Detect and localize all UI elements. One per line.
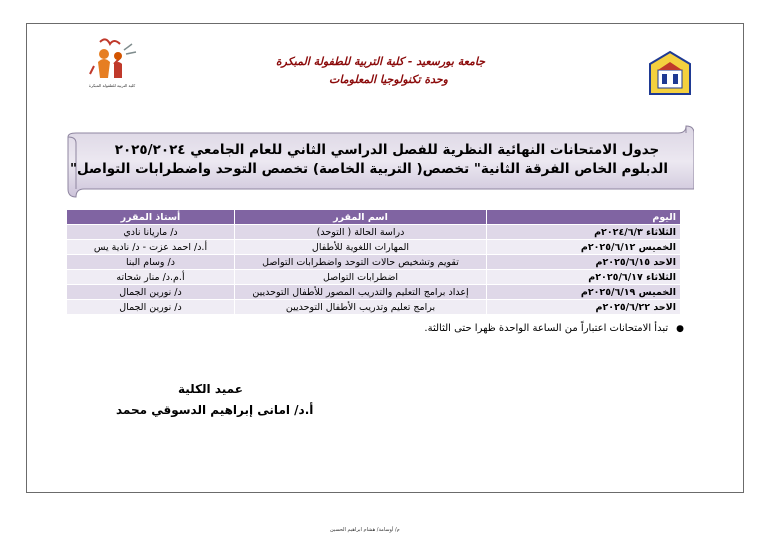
row-professor: د/ ماريانا نادي [67, 225, 235, 240]
faculty-logo [80, 34, 144, 90]
row-day: الثلاثاء ٢٠٢٥/٦/١٧م [487, 270, 681, 285]
row-course: برامج تعليم وتدريب الأطفال التوحديين [235, 300, 487, 315]
university-seal [648, 50, 692, 98]
dean-title: عميد الكلية [178, 382, 243, 396]
logo-caption: كلية التربية للطفولة المبكرة [88, 83, 136, 88]
row-professor: أ.د/ احمد عزت - د/ نادية يس [67, 240, 235, 255]
row-professor: د/ نورين الجمال [67, 285, 235, 300]
unit-line: وحدة تكنولوجيا المعلومات [329, 73, 448, 86]
exam-time-note [424, 323, 684, 334]
title-banner [66, 123, 694, 200]
table-row [67, 255, 681, 270]
table-row [67, 270, 681, 285]
row-course: إعداد برامج التعليم والتدريب المصور للأطفال التوحديين [235, 285, 487, 300]
row-day: الثلاثاء ٢٠٢٤/٦/٣م [487, 225, 681, 240]
row-course: المهارات اللغوية للأطفال [235, 240, 487, 255]
row-course: دراسة الحالة ( التوحد) [235, 225, 487, 240]
dean-name: أ.د/ امانى إبراهيم الدسوقي محمد [116, 403, 314, 417]
row-professor: د/ وسام البنا [67, 255, 235, 270]
banner-line-1: جدول الامتحانات النهائية النظرية للفصل الدراسي الثاني للعام الجامعي ٢٠٢٥/٢٠٢٤ [114, 142, 660, 158]
banner-line-2: الدبلوم الخاص الفرقة الثانية" تخصص( التربية الخاصة) تخصص التوحد واضطرابات التواصل" [69, 161, 668, 177]
row-professor: أ.م.د/ منار شحاته [67, 270, 235, 285]
row-day: الاحد ٢٠٢٥/٦/١٥م [487, 255, 681, 270]
header-course: اسم المقرر [235, 210, 487, 225]
table-row [67, 300, 681, 315]
table-row [67, 225, 681, 240]
exam-schedule-table [66, 209, 681, 315]
header-professor: أستاذ المقرر [67, 210, 235, 225]
table-row [67, 285, 681, 300]
note-text: تبدأ الامتحانات اعتباراً من الساعة الواحدة ظهرا حتى الثالثة. [424, 323, 669, 334]
header-day: اليوم [487, 210, 681, 225]
row-professor: د/ نورين الجمال [67, 300, 235, 315]
row-course: اضطرابات التواصل [235, 270, 487, 285]
row-day: الخميس ٢٠٢٥/٦/١٩م [487, 285, 681, 300]
university-line: جامعة بورسعيد - كلية التربية للطفولة المبكرة [275, 55, 485, 68]
row-course: تقويم وتشخيص حالات التوحد واضطرابات التواصل [235, 255, 487, 270]
bullet-icon: ● [676, 324, 684, 334]
row-day: الاحد ٢٠٢٥/٦/٢٢م [487, 300, 681, 315]
table-row [67, 240, 681, 255]
footer-credit: م/ أوسامة/ هشام ابراهيم الحسين [330, 527, 400, 533]
table-header-row [67, 210, 681, 225]
row-day: الخميس ٢٠٢٥/٦/١٢م [487, 240, 681, 255]
